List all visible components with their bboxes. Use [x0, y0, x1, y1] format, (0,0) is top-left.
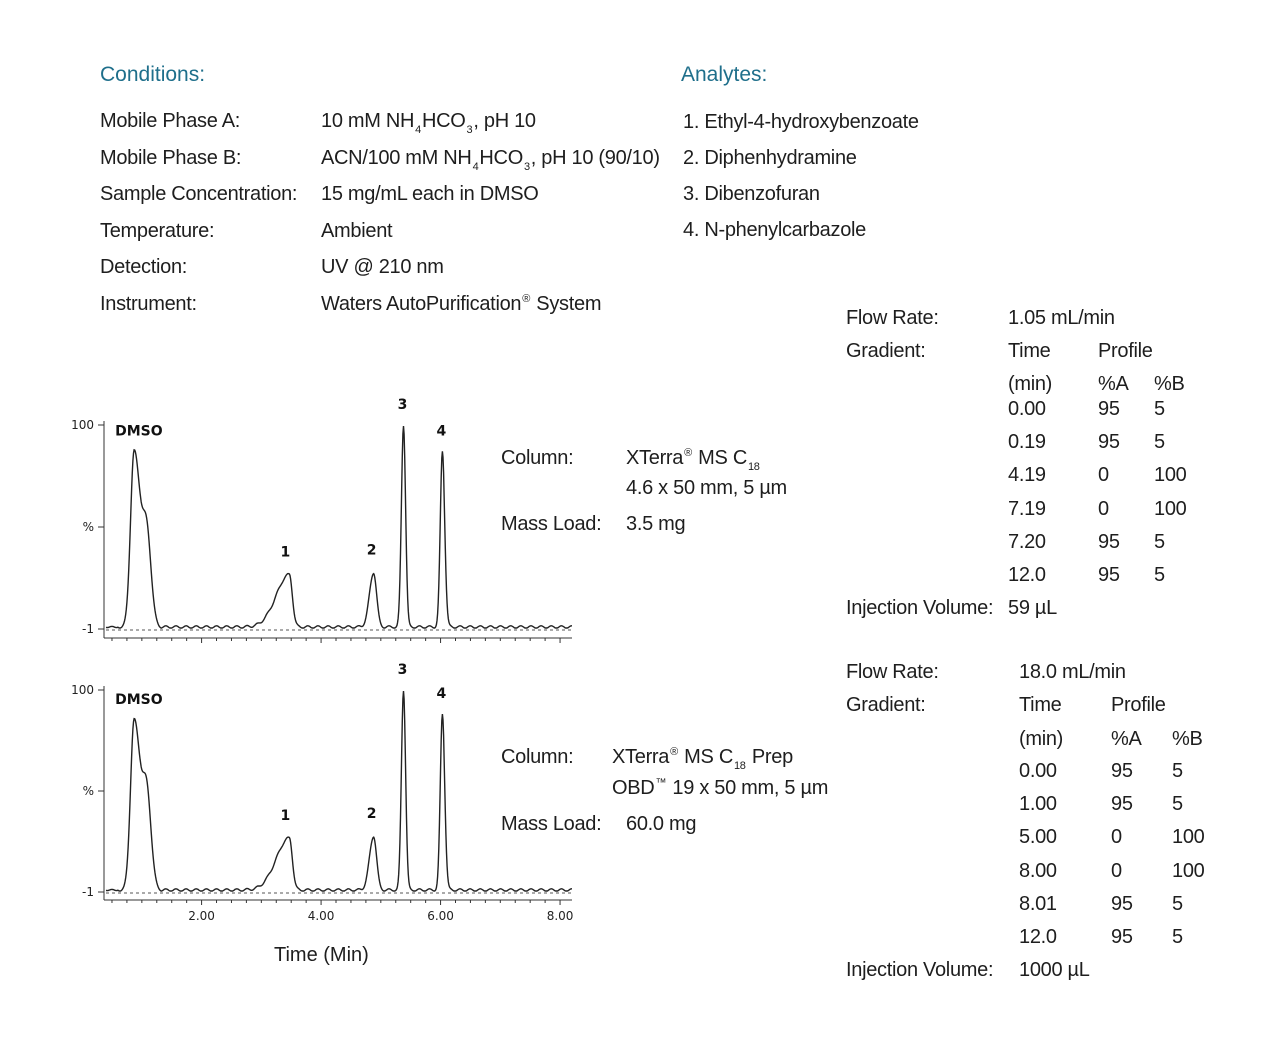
y-tick-label: -1	[82, 622, 94, 636]
text-part: ACN/100 mM NH	[321, 146, 472, 169]
text-part: 15 mg/mL each in DMSO	[321, 183, 539, 205]
gradient-b: 100	[1154, 497, 1187, 520]
gradient-a: 0	[1098, 464, 1109, 487]
text-part: 4	[415, 124, 421, 136]
peak-label-3: 3	[397, 662, 408, 678]
condition-label: Mobile Phase A:	[100, 110, 241, 132]
flow-rate-value: 18.0 mL/min	[1019, 661, 1126, 683]
x-tick-label: 8.00	[546, 909, 574, 923]
text-part: Waters AutoPurification	[321, 292, 522, 315]
chromatogram-trace	[106, 426, 572, 628]
condition-label: Temperature:	[100, 219, 215, 242]
gradient-time: 4.19	[1008, 464, 1046, 487]
analytical-column-dimensions: 4.6 x 50 mm, 5 µm	[626, 477, 787, 499]
peak-label-2: 2	[366, 542, 377, 559]
x-tick-label: 4.00	[307, 909, 335, 923]
y-tick-label: 100	[71, 683, 94, 697]
text-part: , pH 10	[473, 110, 536, 132]
peak-label-1: 1	[280, 544, 291, 561]
gradient-b: 5	[1154, 530, 1165, 553]
gradient-header-profile: Profile	[1111, 694, 1166, 716]
flow-rate-value: 1.05 mL/min	[1008, 307, 1115, 329]
peak-label-4: 4	[436, 423, 447, 440]
analytical-mass-load-label: Mass Load:	[501, 513, 602, 535]
text-part: MS C	[678, 746, 733, 768]
x-tick-label: 6.00	[427, 909, 454, 923]
gradient-b: 5	[1172, 892, 1183, 915]
text-part: UV @ 210 nm	[321, 256, 444, 278]
text-part: Prep	[746, 746, 793, 768]
gradient-b: 100	[1172, 826, 1205, 849]
gradient-a: 95	[1098, 398, 1120, 420]
gradient-header-profile: Profile	[1098, 340, 1153, 362]
y-tick-label: %	[82, 520, 94, 534]
gradient-time: 0.00	[1019, 760, 1057, 782]
gradient-b: 5	[1154, 398, 1165, 420]
peak-label-2: 2	[366, 806, 377, 822]
text-part: OBD	[612, 777, 655, 799]
text-part: 10 mM NH	[321, 110, 415, 132]
injection-volume-value: 1000 µL	[1019, 959, 1090, 981]
peak-label-1: 1	[280, 808, 291, 824]
gradient-header-a: %A	[1098, 373, 1129, 395]
condition-label: Sample Concentration:	[100, 183, 298, 205]
prep-column-label: Column:	[501, 746, 574, 768]
text-part: , pH 10 (90/10)	[530, 146, 660, 169]
text-part: 19 x 50 mm, 5 µm	[667, 777, 829, 799]
gradient-header-a: %A	[1111, 728, 1142, 750]
gradient-b: 5	[1172, 760, 1183, 782]
y-tick-label: 100	[71, 418, 94, 432]
injection-volume-value: 59 µL	[1008, 597, 1057, 619]
text-part: ®	[670, 746, 678, 758]
prep-mass-load-label: Mass Load:	[501, 813, 602, 835]
peak-label-dmso: DMSO	[115, 423, 163, 440]
gradient-header-time: Time	[1008, 340, 1051, 362]
gradient-label: Gradient:	[846, 694, 926, 716]
text-part: XTerra	[626, 447, 684, 469]
peak-label-dmso: DMSO	[115, 692, 163, 708]
y-tick-label: %	[82, 784, 94, 798]
gradient-label: Gradient:	[846, 340, 926, 362]
gradient-time: 8.01	[1019, 892, 1057, 915]
text-part: 18	[747, 461, 760, 473]
peak-label-4: 4	[436, 686, 447, 702]
text-part: ®	[684, 447, 692, 459]
gradient-time: 7.20	[1008, 530, 1046, 553]
injection-volume-label: Injection Volume:	[846, 597, 994, 619]
gradient-b: 100	[1172, 859, 1205, 882]
gradient-time: 12.0	[1019, 926, 1057, 948]
gradient-time: 7.19	[1008, 497, 1046, 520]
gradient-a: 95	[1098, 530, 1120, 553]
text-part: System	[531, 292, 602, 315]
x-axis-title: Time (Min)	[274, 944, 369, 966]
gradient-b: 5	[1154, 564, 1165, 586]
gradient-header-b: %B	[1154, 373, 1185, 395]
gradient-a: 95	[1098, 564, 1120, 586]
flow-rate-label: Flow Rate:	[846, 307, 939, 329]
gradient-header-b: %B	[1172, 728, 1203, 750]
gradient-time: 5.00	[1019, 826, 1057, 849]
gradient-header-min: (min)	[1019, 728, 1064, 750]
gradient-a: 0	[1098, 497, 1109, 520]
gradient-b: 5	[1154, 431, 1165, 454]
gradient-b: 100	[1154, 464, 1187, 487]
gradient-a: 95	[1111, 760, 1133, 782]
text-part: MS C	[692, 447, 747, 469]
condition-label: Instrument:	[100, 292, 197, 315]
gradient-time: 1.00	[1019, 793, 1057, 816]
text-part: 3	[523, 160, 530, 173]
prep-mass-load-value: 60.0 mg	[626, 813, 697, 835]
text-part: 3	[466, 124, 473, 136]
gradient-a: 0	[1111, 826, 1122, 849]
analyte-item: 1. Ethyl-4-hydroxybenzoate	[683, 111, 919, 133]
gradient-header-min: (min)	[1008, 373, 1053, 395]
gradient-header-time: Time	[1019, 694, 1062, 716]
analytical-column-label: Column:	[501, 447, 574, 469]
analyte-item: 4. N-phenylcarbazole	[683, 219, 866, 241]
gradient-a: 95	[1111, 926, 1133, 948]
text-part: Ambient	[321, 219, 393, 242]
text-part: HCO	[422, 110, 466, 132]
text-part: 18	[733, 760, 746, 772]
analyte-item: 3. Dibenzofuran	[683, 183, 820, 205]
text-part: XTerra	[612, 746, 670, 768]
injection-volume-label: Injection Volume:	[846, 959, 994, 981]
conditions-heading: Conditions:	[100, 63, 206, 86]
text-part: HCO	[479, 146, 523, 169]
peak-label-3: 3	[397, 397, 408, 413]
condition-label: Detection:	[100, 256, 188, 278]
gradient-time: 0.19	[1008, 431, 1046, 454]
y-tick-label: -1	[82, 885, 94, 899]
gradient-a: 95	[1111, 793, 1133, 816]
text-part: ®	[522, 292, 531, 305]
gradient-time: 8.00	[1019, 859, 1057, 882]
x-tick-label: 2.00	[188, 909, 215, 923]
flow-rate-label: Flow Rate:	[846, 661, 939, 683]
text-part: 4	[472, 160, 479, 173]
text-part: ™	[655, 777, 667, 789]
condition-label: Mobile Phase B:	[100, 146, 242, 169]
gradient-b: 5	[1172, 793, 1183, 816]
chromatogram-trace	[106, 691, 572, 891]
gradient-b: 5	[1172, 926, 1183, 948]
analyte-item: 2. Diphenhydramine	[683, 147, 857, 169]
analytes-heading: Analytes:	[681, 63, 768, 86]
analytical-mass-load-value: 3.5 mg	[626, 513, 686, 535]
gradient-a: 0	[1111, 859, 1122, 882]
gradient-time: 0.00	[1008, 398, 1046, 420]
gradient-a: 95	[1111, 892, 1133, 915]
gradient-time: 12.0	[1008, 564, 1046, 586]
gradient-a: 95	[1098, 431, 1120, 454]
